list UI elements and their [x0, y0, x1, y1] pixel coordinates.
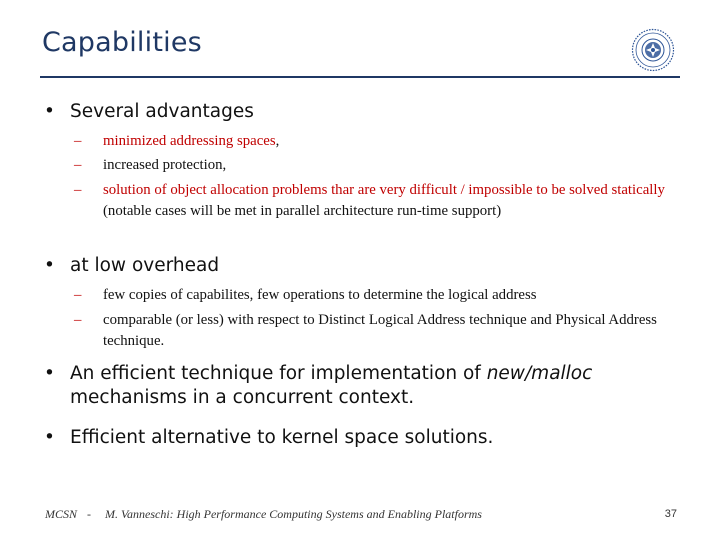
- dash-marker: –: [74, 287, 82, 303]
- highlighted-text: minimized addressing spaces: [103, 133, 276, 149]
- dash-marker: –: [74, 312, 82, 328]
- bullet-marker: •: [44, 255, 55, 276]
- bullet-marker: •: [44, 101, 55, 122]
- dash-marker: –: [74, 182, 82, 198]
- footer-credit: M. Vanneschi: High Performance Computing Systems and Enabling Platforms: [105, 507, 482, 521]
- sub-bullet-text: (notable cases will be met in parallel architecture run-time support): [103, 203, 502, 219]
- bullet-text: Several advantages: [70, 101, 254, 122]
- highlighted-text: solution of object allocation problems thar are very difficult / impossible to be solved statically: [103, 182, 665, 198]
- bullet-text: at low overhead: [70, 255, 220, 276]
- italic-term: new/malloc: [486, 363, 593, 384]
- title-underline: [40, 76, 680, 78]
- bullet-text: An efficient technique for implementation of: [70, 363, 487, 384]
- bullet-marker: •: [44, 363, 55, 384]
- dash-marker: –: [74, 157, 82, 173]
- page-number: 37: [664, 508, 677, 520]
- bullet-text: mechanisms in a concurrent context.: [70, 387, 415, 408]
- sub-bullet-text: increased protection,: [103, 157, 227, 173]
- bullet-marker: •: [44, 427, 55, 448]
- footer-separator: -: [87, 507, 91, 521]
- sub-bullet-text: comparable (or less) with respect to Distinct Logical Address technique and Physical Address technique.: [103, 312, 657, 349]
- slide-title: Capabilities: [42, 27, 202, 58]
- university-seal-icon: [631, 28, 675, 72]
- sub-bullet-text: ,: [275, 133, 280, 149]
- sub-bullet-text: few copies of capabilites, few operations to determine the logical address: [103, 287, 537, 303]
- bullet-text: Efficient alternative to kernel space solutions.: [70, 427, 494, 448]
- dash-marker: –: [74, 133, 82, 149]
- footer-org: MCSN: [45, 507, 78, 521]
